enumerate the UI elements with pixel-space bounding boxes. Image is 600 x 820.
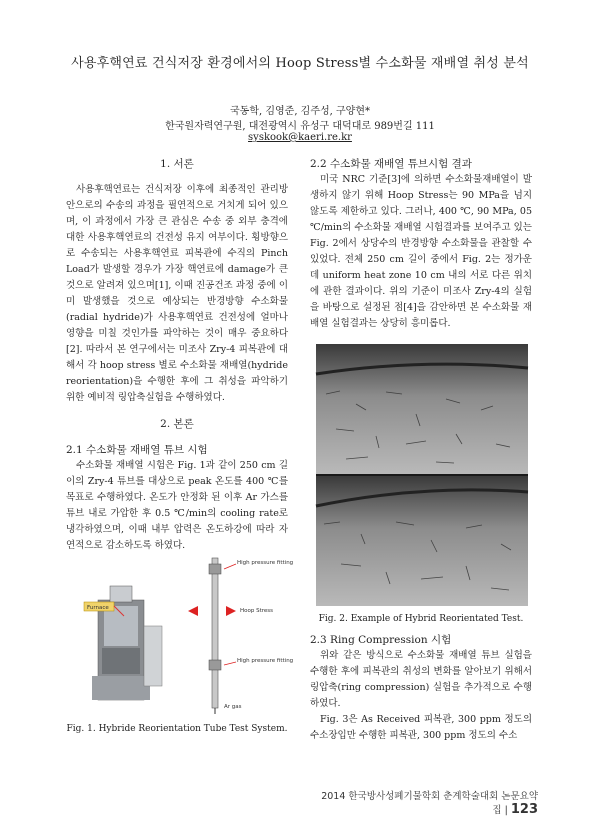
email-link[interactable]: syskook@kaeri.re.kr [248, 132, 352, 143]
left-column [66, 152, 288, 554]
figure-1 [84, 556, 294, 716]
page-number: 123 [510, 802, 538, 817]
tube-test-system-diagram [84, 556, 294, 716]
ar-gas-label: Ar gas [224, 704, 242, 710]
high-pressure-fitting-top-label: High pressure fitting [237, 560, 294, 566]
section-2-1-title: 2.1 수소화물 재배열 튜브 시험 [66, 444, 208, 456]
furnace-label: Furnace [87, 605, 109, 611]
page-footer: 2014 한국방사성폐기물학회 춘계학술대회 논문요약집 | 123 [321, 791, 538, 817]
affiliation: 한국원자력연구원, 대전광역시 유성구 대덕대로 989번길 111 [165, 121, 435, 132]
figure-2-caption: Fig. 2. Example of Hybrid Reorientated Test. [318, 614, 524, 624]
figure-1-caption: Fig. 1. Hybride Reorientation Tube Test System. [66, 724, 288, 734]
section-2-3-paragraph-2: Fig. 3은 As Received 피복관, 300 ppm 정도의 수소장입만 수행한 피복관, 300 ppm 정도의 수소 [310, 714, 532, 741]
paper-title: 사용후핵연료 건식저장 환경에서의 Hoop Stress별 수소화물 재배열 취성 분석 [71, 56, 529, 71]
section-1-title: 1. 서론 [160, 158, 194, 170]
figure-2-micrograph [316, 344, 528, 606]
section-2-3-paragraph-1: 위와 같은 방식으로 수소화물 재배열 튜브 실험을 수행한 후에 피복관의 취성의 변화를 알아보기 위해서 링압축(ring compression) 실험을 추가적으로 수행하였다. [310, 650, 532, 709]
section-2-2-title: 2.2 수소화물 재배열 튜브시험 결과 [310, 158, 472, 170]
high-pressure-fitting-bottom-label: High pressure fitting [237, 658, 294, 664]
section-2-title: 2. 본론 [160, 418, 194, 430]
authors: 국동학, 김영준, 김주성, 구양현* [230, 106, 370, 117]
footer-text: 2014 한국방사성폐기물학회 춘계학술대회 논문요약집 [321, 791, 538, 816]
section-2-3-title: 2.3 Ring Compression 시험 [310, 634, 452, 646]
section-2-2-paragraph: 미국 NRC 기준[3]에 의하면 수소화물재배열이 발생하지 않기 위해 Hoop Stress는 90 MPa을 넘지 않도록 제한하고 있다. 그러나, 400 ℃, 90 MPa, 05 ℃/min의 수소화물 재배열 시험결과를 보여주고 있는 Fig. 2에서 상당수의 반경방향 수소화물을 관찰할 수 있었다. 전체 250 cm 길이 중에서 Fig. 2는 정가운데 uniform heat zone 10 cm 내의 서로 다른 위치에 관한 결과이다. 위의 기준이 미조사 Zry-4의 실험을 바탕으로 설정된 점[4]을 감안하면 본 수소화물 재배열 실험결과는 상당히 흥미롭다. [310, 174, 532, 329]
section-2-1-paragraph: 수소화물 재배열 시험은 Fig. 1과 같이 250 cm 길이의 Zry-4 튜브를 대상으로 peak 온도를 400 ℃를 목표로 수행하였다. 온도가 안정화 된 이후 Ar 가스를 튜브 내로 가압한 후 0.5 ℃/min의 cooling rate로 냉각하였으며, 이때 내부 압력은 온도하강에 따라 자연적으로 감소하도록 하였다. [66, 460, 288, 551]
hydride-micrograph-image [316, 344, 528, 606]
right-column-bottom [310, 632, 532, 744]
section-1-paragraph: 사용후핵연료는 건식저장 이후에 최종적인 관리방안으로의 수송의 과정을 필연적으로 거치게 되어 있으며, 이 과정에서 가장 큰 관심은 수송 중 외부 충격에 대한 사용후핵연료의 건전성 유지 여부이다. 횡방향으로 수송되는 사용후핵연료 피복관에 수직의 Pinch Load가 발생할 경우가 가장 핵연료에 damage가 큰 것으로 알려져 있으며[1], 이때 진공건조 과정 중에 이미 발생했을 것으로 예상되는 반경방향 수소화물(radial hydride)가 사용후핵연료 건전성에 얼마나 영향을 미칠 것인가를 파악하는 것이 매우 중요하다[2]. 따라서 본 연구에서는 미조사 Zry-4 피복관에 대해서 각 hoop stress 별로 수소화물 재배열(hydride reorientation)을 수행한 후에 그 취성을 파악하기 위한 예비적 링압축실험을 수행하였다. [66, 184, 288, 403]
right-column-top [310, 152, 532, 332]
hoop-stress-label: Hoop Stress [240, 608, 274, 614]
